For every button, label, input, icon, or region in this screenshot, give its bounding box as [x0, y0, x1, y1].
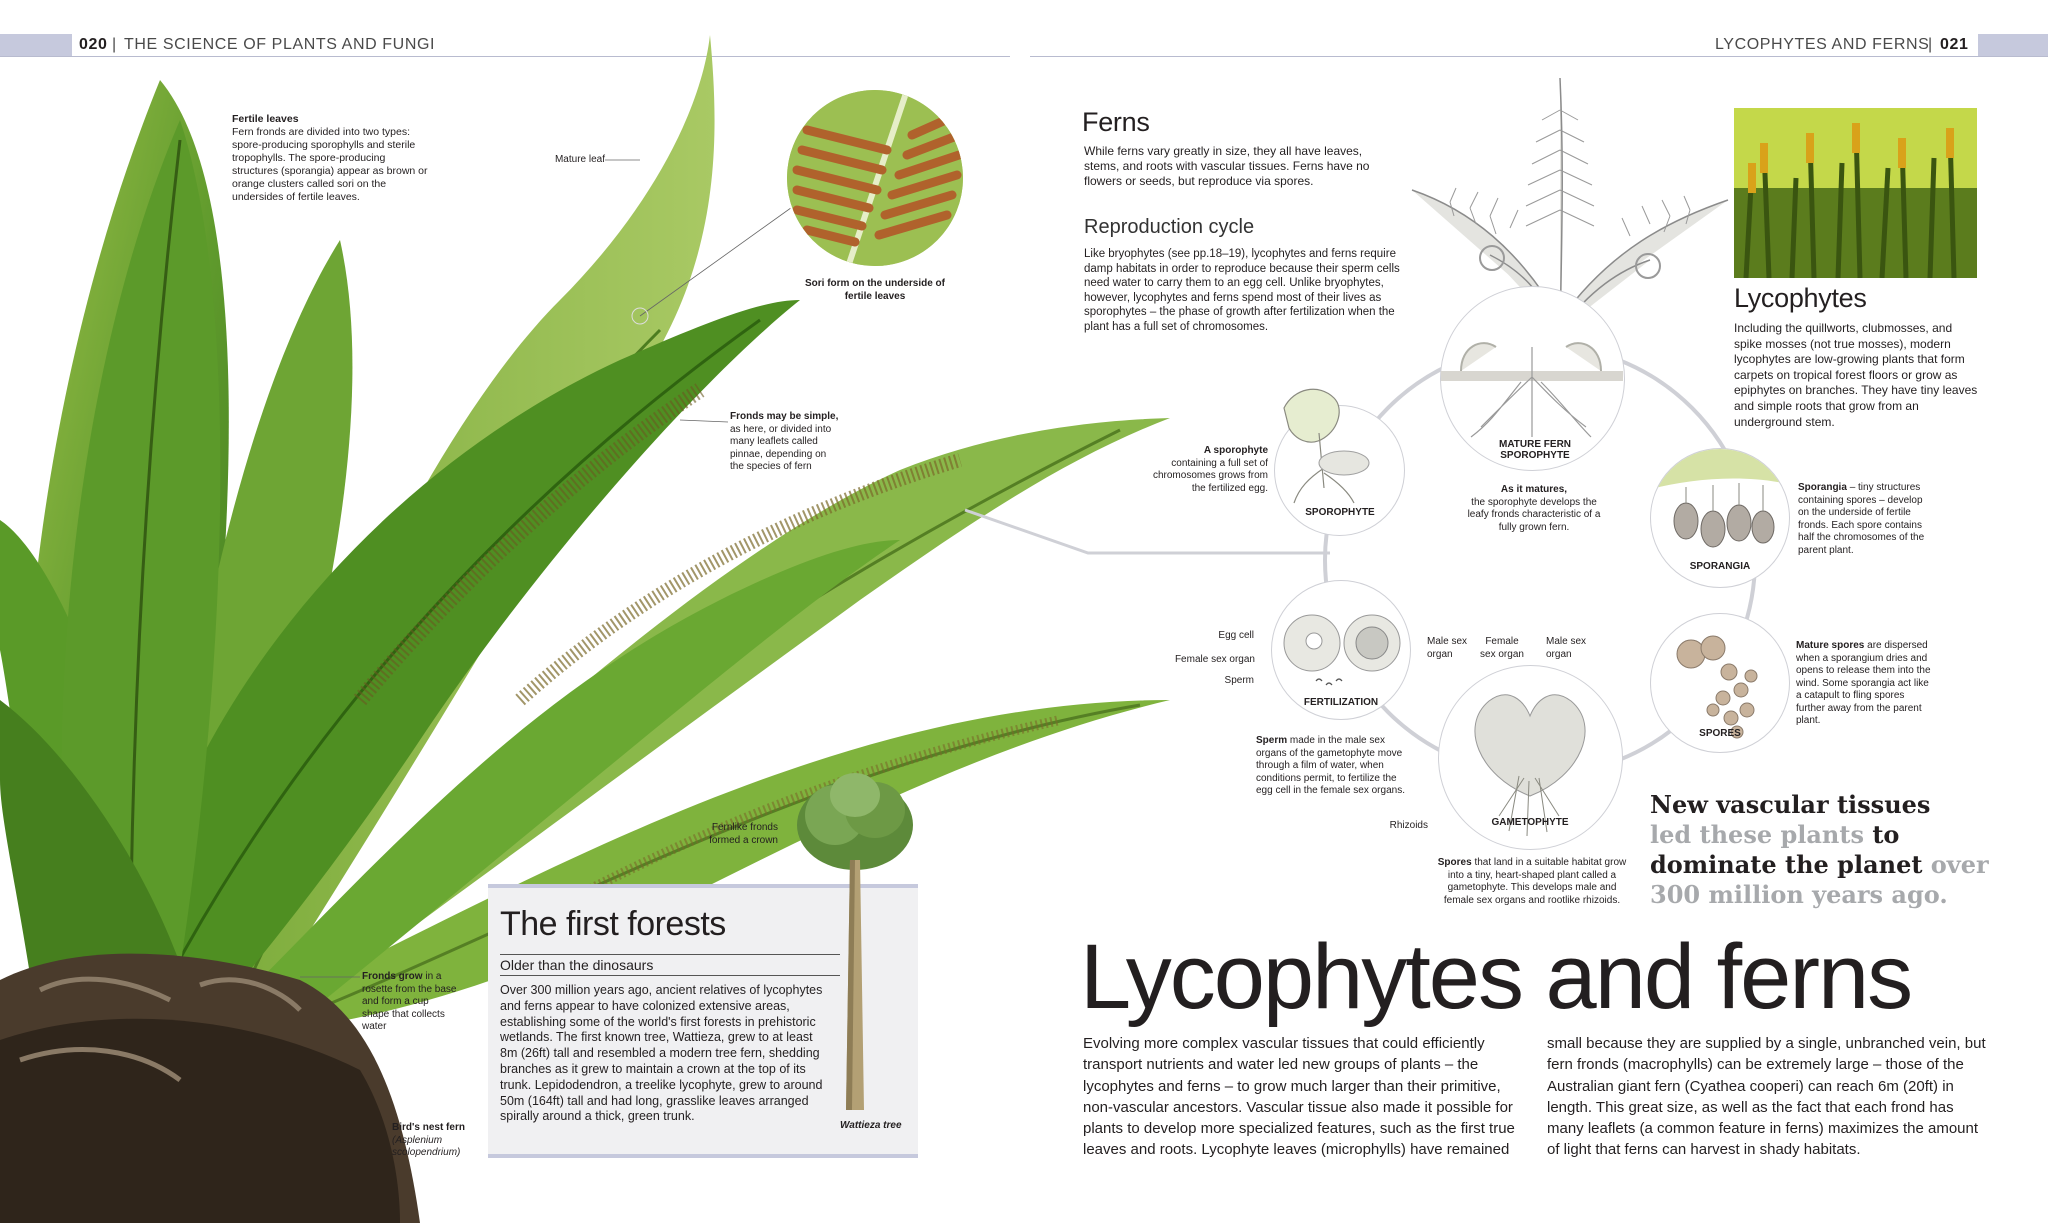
fronds-grow-text: in a rosette from the base and form a cup shape that collects water [362, 971, 457, 1032]
spores-callout [1796, 640, 1931, 728]
spores-land-callout-title: Spores [1437, 857, 1472, 868]
spores-callout-title: Mature spores [1796, 640, 1865, 651]
main-body-column-2: small because they are supplied by a single, unbranched vein, but fern fronds (macrophylls) can be extremely large – those of the Australian giant fern (Cyathea cooperi) can reach 6m (20ft) in length. This great size, as well as the fact that each frond has many leaflets (a common feature in ferns) maximizes the amount of light that ferns can harvest in shady habitats. [1547, 1035, 1986, 1159]
fronds-simple-callout [730, 411, 840, 474]
right-page-number: 021 [1940, 36, 1969, 53]
fronds-grow-callout [362, 971, 457, 1034]
sori-closeup-icon [787, 90, 965, 268]
quote-part-1: New vascular tissues [1650, 790, 1931, 819]
sporangia-callout-text: – tiny structures containing spores – develop on the underside of fertile fronds. Each spore contains half the chromosomes of the parent plant. [1798, 482, 1925, 556]
birds-nest-latin: (Asplenium scolopendrium) [392, 1134, 461, 1158]
fertilization-label: FERTILIZATION [1303, 697, 1379, 708]
header-separator-left: | [112, 36, 117, 53]
fronds-simple-title: Fronds may be simple, [730, 411, 839, 422]
wattieza-tree-illustration [790, 760, 920, 1120]
ferns-intro-text: While ferns vary greatly in size, they all have leaves, stems, and roots with vascular tissues. Ferns have no flowers or seeds, but reproduce via spores. [1084, 144, 1370, 188]
left-page-number: 020 [79, 36, 108, 53]
spores-land-callout-text: that land in a suitable habitat grow into a tiny, heart-shaped plant called a gametophyte. This develops male and female sex organs and rootlike rhizoids. [1443, 857, 1627, 906]
sperm-callout-text: made in the male sex organs of the gametophyte move through a film of water, when conditions permit, to fertilize the egg cell in the female sex organs. [1256, 735, 1405, 796]
male-sex-organ-label-1: Male sex organ [1427, 636, 1468, 660]
rhizoids-label: Rhizoids [1389, 820, 1428, 831]
header-rule-right [1030, 56, 2048, 57]
quote-part-3: to [1872, 820, 1900, 849]
sori-caption: Sori form on the underside of fertile leaves [804, 278, 945, 302]
spores-label: SPORES [1699, 728, 1741, 739]
mature-fern-callout [1464, 484, 1604, 534]
main-body-column-1: Evolving more complex vascular tissues that could efficiently transport nutrients and water led new groups of plants – the lycophytes and ferns – to grow much larger than their primitive, non-vascular ancestors. Vascular tissue also made it possible for plants to develop more specialized features, such as the first true leaves and roots. Lycophyte leaves (microphylls) have remained [1083, 1035, 1515, 1159]
female-sex-organ-label-2: Female sex organ [1480, 636, 1524, 660]
mature-fern-callout-title: As it matures, [1500, 484, 1568, 495]
female-sex-organ-label: Female sex organ [1174, 654, 1255, 665]
first-forests-title: The first forests [500, 905, 726, 943]
left-running-title: THE SCIENCE OF PLANTS AND FUNGI [124, 36, 436, 53]
male-sex-organ-label-2: Male sex organ [1546, 636, 1587, 660]
lycophytes-text: Including the quillworts, clubmosses, and spike mosses (not true mosses), modern lycophytes are low-growing plants that form carpets on tropical forest floors or grow as epiphytes on branches. They have tiny leaves and simple roots that grow from an underground stem. [1734, 321, 1978, 429]
sporophyte-callout-title: A sporophyte [1203, 445, 1268, 456]
gametophyte-label: GAMETOPHYTE [1491, 817, 1569, 828]
fronds-grow-title: Fronds grow [362, 971, 423, 982]
first-forests-subtitle: Older than the dinosaurs [500, 954, 840, 976]
birds-nest-callout [392, 1122, 492, 1160]
fronds-simple-text: as here, or divided into many leaflets called pinnae, depending on the species of fern [730, 423, 832, 472]
lycophytes-heading: Lycophytes [1734, 283, 1867, 313]
sperm-callout-title: Sperm [1256, 735, 1288, 746]
spores-land-callout [1432, 857, 1632, 907]
page-title: Lycophytes and ferns [1080, 926, 1912, 1028]
right-running-title: LYCOPHYTES AND FERNS [1715, 36, 1930, 53]
reproduction-cycle-heading: Reproduction cycle [1084, 216, 1255, 238]
reproduction-cycle-text: Like bryophytes (see pp.18–19), lycophytes and ferns require damp habitats in order to reproduce because their sperm cells need water to carry them to an egg cell. Unlike bryophytes, however, lycophytes and ferns spend most of their lives as sporophytes – the phase of growth after fertilization when the plant has a full set of chromosomes. [1084, 248, 1400, 333]
fertile-leaves-title: Fertile leaves [232, 113, 299, 125]
egg-cell-label: Egg cell [1218, 630, 1254, 641]
lycophytes-photo [1734, 108, 1977, 278]
first-forests-body: Over 300 million years ago, ancient relatives of lycophytes and ferns appear to have colonized extensive areas, establishing some of the world's first forests in prehistoric wetlands. The first known tree, Wattieza, grew to at least 8m (26ft) tall and resembled a modern tree fern, shedding branches as it grew to maintain a crown at the top of its trunk. Lepidodendron, a treelike lycophyte, grew to around 50m (164ft) tall and had long, grasslike leaves arranged spirally around a thick, green trunk. [500, 983, 823, 1124]
sperm-small-label: Sperm [1224, 675, 1254, 686]
sporophyte-callout [1150, 445, 1268, 495]
sporophyte-callout-text: containing a full set of chromosomes grows from the fertilized egg. [1152, 457, 1268, 494]
pull-quote [1650, 790, 1990, 910]
sporangia-label: SPORANGIA [1689, 561, 1751, 572]
sporangia-callout-title: Sporangia [1798, 482, 1847, 493]
sori-magnified-circle [785, 88, 965, 268]
fertile-leaves-callout [232, 113, 432, 204]
young-sporophyte-icon [1264, 378, 1394, 508]
wattieza-tree-caption: Wattieza tree [840, 1120, 902, 1131]
spores-callout-text: are dispersed when a sporangium dries and opens to release them into the wind. Some sporangia act like a catapult to fling spores further away from the parent plant. [1796, 640, 1931, 726]
mature-leaf-label: Mature leaf [554, 154, 605, 165]
quote-part-5: over 300 million years ago. [1650, 850, 1989, 909]
birds-nest-title: Bird's nest fern [392, 1122, 465, 1133]
sporophyte-label: SPOROPHYTE [1305, 507, 1375, 518]
sperm-callout [1256, 735, 1411, 798]
sporangia-callout [1798, 482, 1928, 557]
fertile-leaves-text: Fern fronds are divided into two types: spore-producing sporophylls and sterile tropophylls. The spore-producing structures (sporangia) appear as brown or orange clusters called sori on the undersides of fertile leaves. [232, 126, 428, 203]
ferns-heading: Ferns [1082, 107, 1150, 137]
first-forests-bottom-rule [488, 1154, 918, 1158]
header-bar-right [1978, 34, 2048, 56]
quote-part-4: dominate the planet [1650, 850, 1923, 879]
fernlike-fronds-label: Fernlike fronds formed a crown [709, 822, 778, 846]
header-separator-right: | [1928, 36, 1933, 53]
mature-fern-callout-text: the sporophyte develops the leafy fronds characteristic of a fully grown fern. [1467, 496, 1601, 533]
mature-fern-label: MATURE FERN SPOROPHYTE [1498, 439, 1572, 461]
quote-part-2: led these plants [1650, 820, 1864, 849]
